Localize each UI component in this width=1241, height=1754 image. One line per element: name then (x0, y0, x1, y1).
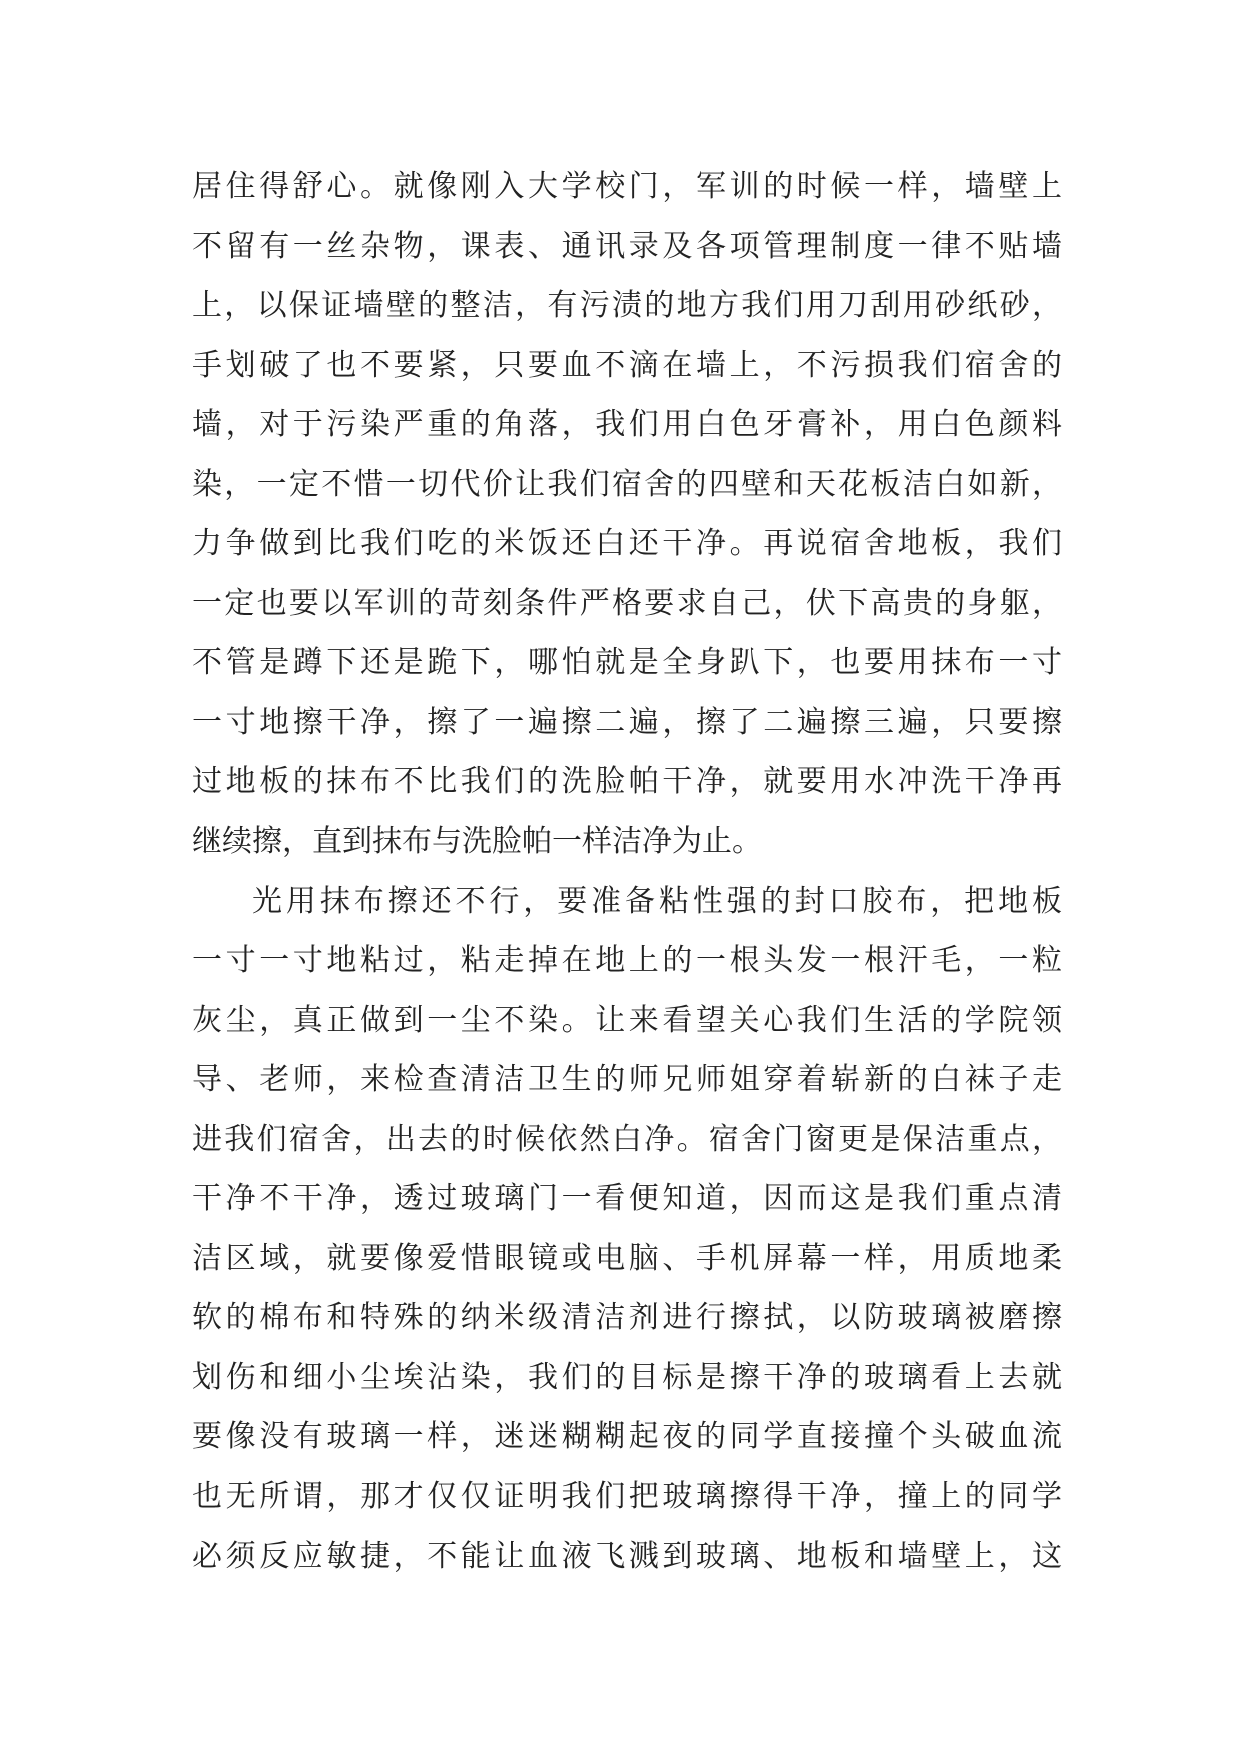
text-line: 一定也要以军训的苛刻条件严格要求自己，伏下高贵的身躯， (192, 585, 1062, 621)
text-line: 导、老师，来检查清洁卫生的师兄师姐穿着崭新的白袜子走 (192, 1062, 1062, 1098)
text-line: 墙，对于污染严重的角落，我们用白色牙膏补，用白色颜料 (192, 407, 1062, 443)
text-line: 过地板的抹布不比我们的洗脸帕干净，就要用水冲洗干净再 (192, 764, 1062, 800)
text-line: 进我们宿舍，出去的时候依然白净。宿舍门窗更是保洁重点， (192, 1121, 1062, 1157)
body-text (192, 165, 1062, 1594)
paragraph-end-line: 继续擦，直到抹布与洗脸帕一样洁净为止。 (192, 824, 762, 860)
text-line: 居住得舒心。就像刚入大学校门，军训的时候一样，墙壁上 (192, 169, 1062, 204)
text-line: 染，一定不惜一切代价让我们宿舍的四壁和天花板洁白如新， (192, 466, 1062, 502)
text-line: 也无所谓，那才仅仅证明我们把玻璃擦得干净，撞上的同学 (192, 1479, 1062, 1515)
text-line: 软的棉布和特殊的纳米级清洁剂进行擦拭，以防玻璃被磨擦 (192, 1300, 1062, 1336)
text-line: 要像没有玻璃一样，迷迷糊糊起夜的同学直接撞个头破血流 (192, 1419, 1062, 1455)
text-line: 必须反应敏捷，不能让血液飞溅到玻璃、地板和墙壁上，这 (192, 1538, 1062, 1574)
text-line: 上，以保证墙壁的整洁，有污渍的地方我们用刀刮用砂纸砂， (192, 288, 1062, 324)
text-line: 不管是蹲下还是跪下，哪怕就是全身趴下，也要用抹布一寸 (192, 645, 1062, 681)
text-line: 不留有一丝杂物，课表、通讯录及各项管理制度一律不贴墙 (192, 228, 1062, 264)
text-line: 划伤和细小尘埃沾染，我们的目标是擦干净的玻璃看上去就 (192, 1359, 1062, 1395)
text-line: 干净不干净，透过玻璃门一看便知道，因而这是我们重点清 (192, 1181, 1062, 1217)
text-line: 力争做到比我们吃的米饭还白还干净。再说宿舍地板，我们 (192, 526, 1062, 562)
text-line: 灰尘，真正做到一尘不染。让来看望关心我们生活的学院领 (192, 1002, 1062, 1038)
text-line: 一寸地擦干净，擦了一遍擦二遍，擦了二遍擦三遍，只要擦 (192, 704, 1062, 740)
text-line: 洁区域，就要像爱惜眼镜或电脑、手机屏幕一样，用质地柔 (192, 1240, 1062, 1276)
paragraph-start-line: 光用抹布擦还不行，要准备粘性强的封口胶布，把地板 (252, 883, 1062, 919)
text-line: 一寸一寸地粘过，粘走掉在地上的一根头发一根汗毛，一粒 (192, 943, 1062, 979)
text-line: 手划破了也不要紧，只要血不滴在墙上，不污损我们宿舍的 (192, 347, 1062, 383)
